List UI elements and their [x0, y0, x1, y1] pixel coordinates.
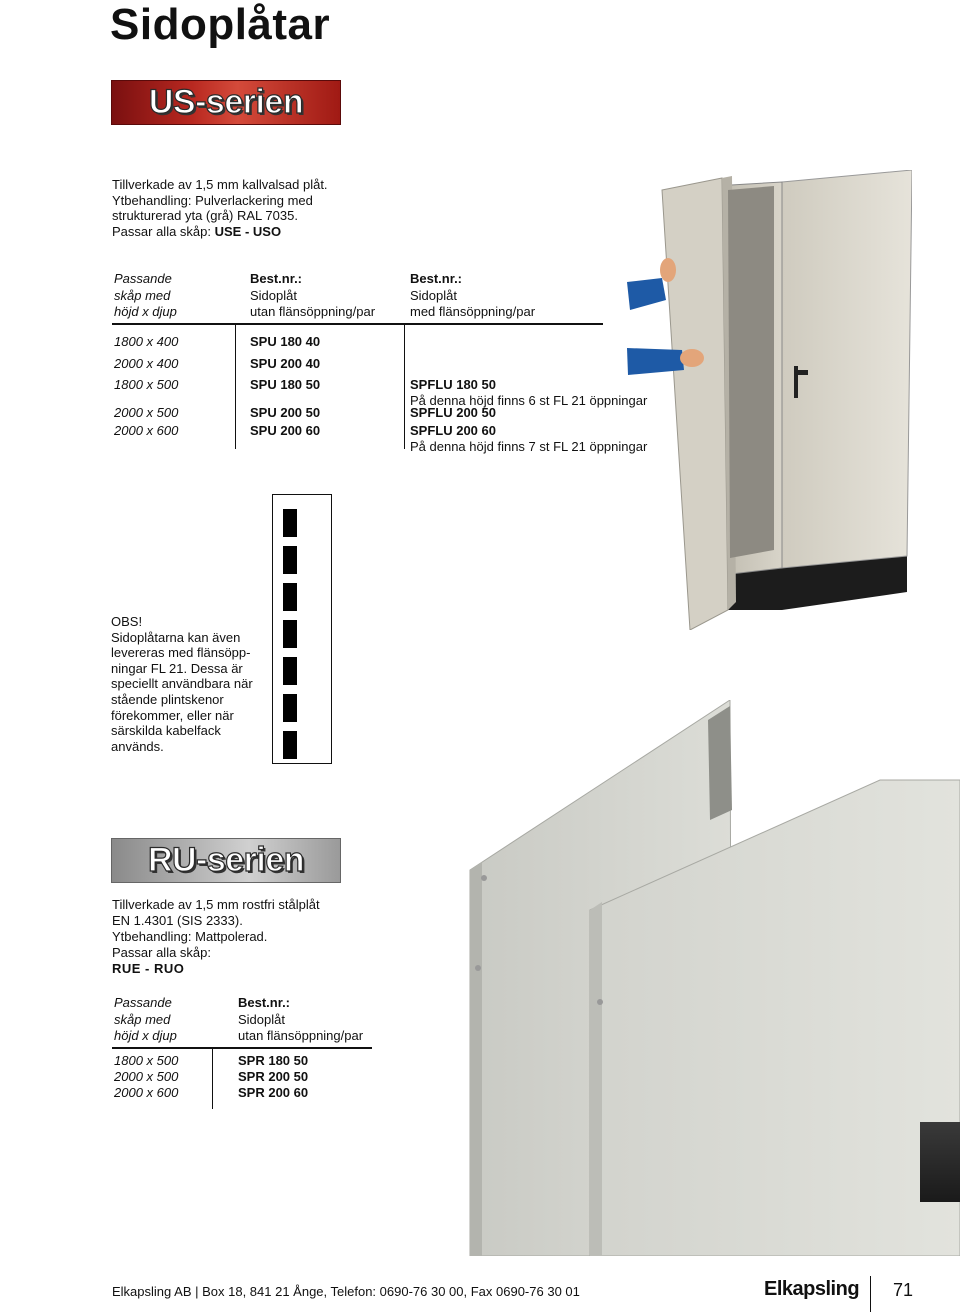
- us-row-note: På denna höjd finns 7 st FL 21 öppningar: [410, 439, 648, 454]
- screw-shape: [475, 965, 481, 971]
- hand-upper-shape: [660, 258, 676, 282]
- ru-col1-header-line: höjd x djup: [114, 1028, 177, 1043]
- ru-intro-line: EN 1.4301 (SIS 2333).: [112, 913, 243, 928]
- us-fits: [112, 224, 328, 240]
- ru-fits-value: RUE - RUO: [112, 961, 185, 976]
- us-fits-value: USE - USO: [214, 223, 282, 239]
- obs-line: särskilda kabelfack: [111, 723, 221, 739]
- door-handle-grip-shape: [798, 370, 808, 375]
- flange-strip-illustration: [272, 494, 332, 764]
- flange-opening-shape: [283, 546, 297, 574]
- flange-opening-shape: [283, 620, 297, 648]
- ru-intro-line: Ytbehandling: Mattpolerad.: [112, 929, 268, 944]
- flange-opening-shape: [283, 731, 297, 759]
- ru-row-size: 2000 x 500: [114, 1069, 179, 1084]
- us-column-divider: [404, 325, 405, 449]
- us-col1-header: [114, 271, 177, 321]
- obs-line: stående plintskenor: [111, 691, 224, 707]
- page-title: Sidoplåtar: [110, 0, 331, 49]
- us-col3-header: [410, 271, 535, 321]
- flange-opening-shape: [283, 583, 297, 611]
- us-row-flange-code: SPFLU 200 60: [410, 423, 496, 438]
- us-row-note: På denna höjd finns 6 st FL 21 öppningar: [410, 393, 648, 408]
- flange-opening-shape: [283, 509, 297, 537]
- us-fits-label: Passar alla skåp:: [112, 223, 215, 239]
- us-col2-header-line: utan flänsöppning/par: [250, 304, 376, 319]
- ru-col1-header-line: Passande: [114, 995, 172, 1010]
- us-row-code: SPU 200 60: [250, 423, 321, 438]
- ru-row-code: SPR 200 60: [238, 1085, 309, 1100]
- rear-panel-edge-shape: [470, 862, 482, 1256]
- ru-series-banner: RU-serien: [111, 838, 341, 883]
- flange-opening-shape: [283, 694, 297, 722]
- us-row-code: SPU 180 40: [250, 334, 321, 349]
- us-col2-header-line: Sidoplåt: [250, 287, 297, 303]
- us-row-flange-code: SPFLU 180 50: [410, 377, 496, 392]
- obs-line: OBS!: [111, 614, 143, 629]
- obs-line: används.: [111, 738, 164, 754]
- cabinet-illustration: [622, 170, 912, 630]
- us-col2-header-bold: Best.nr.:: [250, 271, 303, 286]
- us-col1-header-line: skåp med: [114, 287, 171, 303]
- cabinet-side-shape: [782, 170, 912, 568]
- ru-row-size: 2000 x 600: [114, 1085, 179, 1100]
- us-intro-line: Ytbehandling: Pulverlackering med: [112, 192, 313, 208]
- obs-note: [111, 614, 253, 754]
- side-panel-shape: [662, 178, 728, 630]
- obs-line: förekommer, eller när: [111, 707, 234, 723]
- ru-intro-line: Passar alla skåp:: [112, 945, 211, 960]
- us-series-banner: US-serien: [111, 80, 341, 125]
- us-col3-header-bold: Best.nr.:: [410, 271, 463, 286]
- us-row-size: 1800 x 400: [114, 334, 179, 349]
- us-header-rule: [112, 323, 603, 325]
- ru-header-rule: [112, 1047, 372, 1049]
- door-handle-shape: [794, 366, 798, 398]
- us-intro-line: strukturerad yta (grå) RAL 7035.: [112, 208, 298, 223]
- us-col1-header-line: Passande: [114, 271, 172, 286]
- us-intro-line: Tillverkade av 1,5 mm kallvalsad plåt.: [112, 177, 328, 192]
- footer-address: Elkapsling AB | Box 18, 841 21 Ånge, Telefon: 0690-76 30 00, Fax 0690-76 30 01: [112, 1284, 580, 1299]
- ru-row-code: SPR 180 50: [238, 1053, 309, 1068]
- screw-shape: [597, 999, 603, 1005]
- section-tab: [920, 1122, 960, 1202]
- cabinet-interior-shape: [728, 186, 774, 558]
- ru-intro-line: Tillverkade av 1,5 mm rostfri stålplåt: [112, 897, 320, 912]
- arm-upper-shape: [627, 278, 666, 310]
- us-row-size: 2000 x 400: [114, 356, 179, 371]
- footer-divider: [870, 1276, 871, 1312]
- ru-col2-header: [238, 995, 363, 1045]
- us-row-flange-code: SPFLU 200 50: [410, 405, 496, 420]
- ru-col1-header-line: skåp med: [114, 1011, 171, 1027]
- page-number: 71: [893, 1280, 914, 1300]
- front-panel-edge-shape: [590, 902, 602, 1256]
- obs-line: speciellt användbara när: [111, 676, 253, 692]
- flange-opening-shape: [283, 657, 297, 685]
- ru-row-size: 1800 x 500: [114, 1053, 179, 1068]
- stainless-panels-illustration: [460, 700, 960, 1256]
- us-row-size: 2000 x 500: [114, 405, 179, 420]
- ru-intro: [112, 897, 320, 977]
- us-row-size: 2000 x 600: [114, 423, 179, 438]
- us-column-divider: [235, 325, 236, 449]
- obs-line: levereras med flänsöpp-: [111, 645, 251, 661]
- hand-lower-shape: [680, 349, 704, 367]
- obs-line: Sidoplåtarna kan även: [111, 629, 241, 645]
- ru-col2-header-bold: Best.nr.:: [238, 995, 291, 1010]
- ru-row-code: SPR 200 50: [238, 1069, 309, 1084]
- us-col3-header-line: med flänsöppning/par: [410, 304, 536, 319]
- rear-panel-recess-shape: [708, 706, 732, 820]
- us-row-code: SPU 200 40: [250, 356, 321, 371]
- obs-line: ningar FL 21. Dessa är: [111, 660, 243, 676]
- us-row-code: SPU 180 50: [250, 377, 321, 392]
- ru-col2-header-line: Sidoplåt: [238, 1011, 285, 1027]
- ru-col2-header-line: utan flänsöppning/par: [238, 1028, 364, 1043]
- screw-shape: [481, 875, 487, 881]
- us-col3-header-line: Sidoplåt: [410, 287, 457, 303]
- company-logo: Elkapsling: [764, 1278, 860, 1300]
- us-row-code: SPU 200 50: [250, 405, 321, 420]
- ru-column-divider: [212, 1049, 213, 1109]
- us-col2-header: [250, 271, 375, 321]
- us-intro: [112, 177, 328, 239]
- us-row-size: 1800 x 500: [114, 377, 179, 392]
- us-col1-header-line: höjd x djup: [114, 304, 177, 319]
- ru-col1-header: [114, 995, 177, 1045]
